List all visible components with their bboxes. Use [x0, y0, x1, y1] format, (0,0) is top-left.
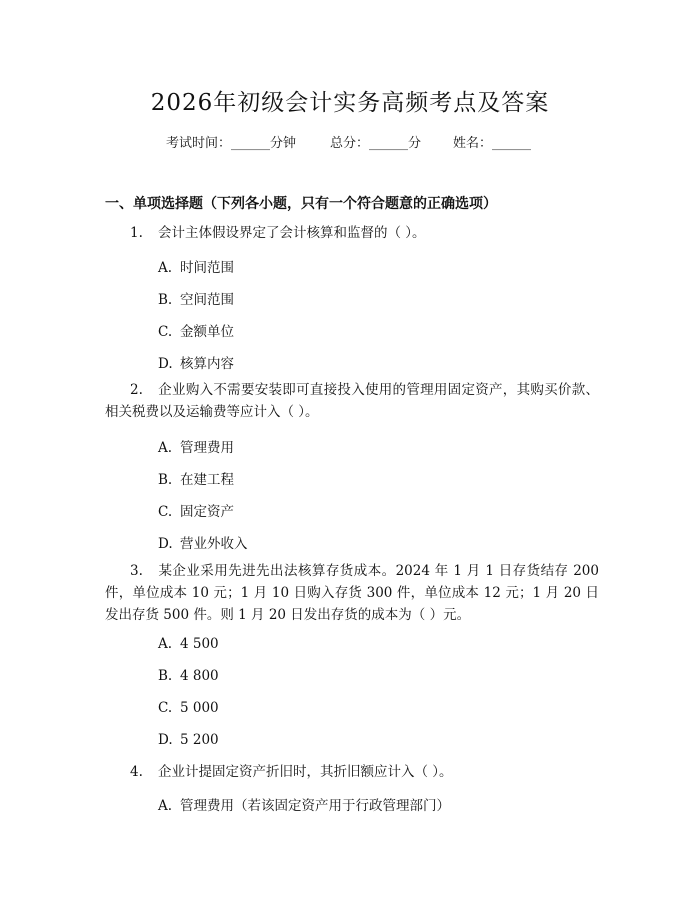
question-number: 1. [130, 225, 143, 241]
question-text: 企业购入不需要安装即可直接投入使用的管理用固定资产，其购买价款、相关税费以及运输费等应计入（ ）。 [105, 382, 599, 420]
exam-time-field: 考试时间：______分钟 [166, 136, 297, 151]
question-number: 3. [130, 563, 143, 579]
option-text: 管理费用（若该固定资产用于行政管理部门） [180, 798, 450, 814]
option-3c [158, 700, 219, 716]
option-2b [158, 468, 234, 488]
option-text: 时间范围 [180, 260, 234, 276]
option-2d [158, 532, 248, 552]
option-text: 4 500 [180, 636, 219, 652]
option-letter: A. [158, 440, 173, 456]
name-field: 姓名：______ [453, 136, 532, 151]
option-text: 5 000 [180, 700, 219, 716]
question-text: 会计主体假设界定了会计核算和监督的（ ）。 [158, 225, 426, 241]
option-letter: C. [158, 324, 173, 340]
option-text: 固定资产 [180, 504, 234, 520]
option-text: 4 800 [180, 668, 219, 684]
option-letter: B. [158, 472, 173, 488]
option-text: 5 200 [180, 732, 219, 748]
question-number: 2. [130, 382, 143, 398]
option-3d [158, 732, 219, 748]
option-letter: A. [158, 636, 173, 652]
question-1 [105, 222, 599, 244]
total-score-field: 总分：______分 [330, 136, 422, 151]
option-text: 管理费用 [180, 440, 234, 456]
option-letter: D. [158, 536, 173, 552]
option-letter: D. [158, 732, 173, 748]
option-1b [158, 288, 234, 308]
option-text: 金额单位 [180, 324, 234, 340]
page-title: 2026年初级会计实务高频考点及答案 [150, 90, 550, 116]
option-3b [158, 668, 219, 684]
option-2c [158, 500, 234, 520]
option-1a [158, 256, 234, 276]
question-3 [105, 560, 599, 626]
option-4a [158, 794, 450, 814]
question-text: 企业计提固定资产折旧时，其折旧额应计入（ ）。 [158, 764, 453, 780]
option-letter: A. [158, 798, 173, 814]
option-letter: D. [158, 356, 173, 372]
question-text: 某企业采用先进先出法核算存货成本。2024 年 1 月 1 日存货结存 200 件，单位成本 10 元；1 月 10 日购入存货 300 件，单位成本 12 元；1 月 20 日发出存货 500 件。则 1 月 20 日发出存货的成本为（ ）元。 [105, 563, 599, 623]
option-text: 空间范围 [180, 292, 234, 308]
option-text: 在建工程 [180, 472, 234, 488]
option-1d [158, 352, 234, 372]
option-3a [158, 636, 219, 652]
option-letter: B. [158, 292, 173, 308]
option-2a [158, 436, 234, 456]
option-letter: B. [158, 668, 173, 684]
option-letter: C. [158, 504, 173, 520]
question-4 [105, 761, 599, 783]
option-1c [158, 320, 234, 340]
section-heading: 一、单项选择题（下列各小题，只有一个符合题意的正确选项） [105, 196, 497, 212]
option-letter: A. [158, 260, 173, 276]
question-number: 4. [130, 764, 143, 780]
option-text: 核算内容 [180, 356, 234, 372]
option-text: 营业外收入 [180, 536, 248, 552]
option-letter: C. [158, 700, 173, 716]
question-2 [105, 379, 599, 423]
